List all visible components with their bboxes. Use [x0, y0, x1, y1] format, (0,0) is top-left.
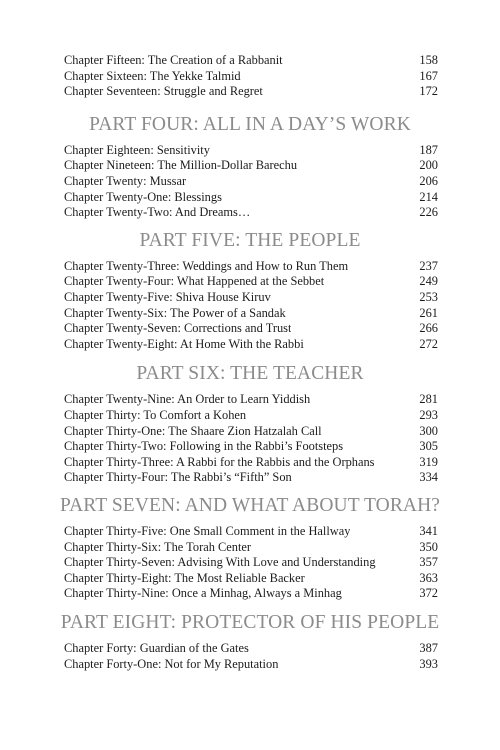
page-number: 158	[419, 53, 438, 67]
toc-entry	[64, 524, 438, 540]
toc-entry	[64, 274, 438, 290]
page-number: 200	[419, 158, 438, 173]
toc-entry	[64, 555, 438, 571]
chapter-title: Chapter Twenty-Four: What Happened at the Sebbet	[64, 274, 325, 289]
page-number: 253	[419, 290, 438, 304]
toc-entry	[64, 586, 438, 602]
chapter-title: Chapter Thirty-Eight: The Most Reliable Backer	[64, 570, 305, 585]
chapter-title: Chapter Fifteen: The Creation of a Rabbanit	[64, 53, 283, 67]
page-number: 172	[419, 84, 438, 99]
toc-entry	[64, 470, 438, 486]
chapter-title: Chapter Thirty-One: The Shaare Zion Hatzalah Call	[64, 423, 322, 438]
toc-entry	[64, 205, 438, 221]
page-number: 363	[419, 570, 438, 585]
toc-entry	[64, 321, 438, 337]
chapter-title: Chapter Forty-One: Not for My Reputation	[64, 656, 279, 671]
chapter-title: Chapter Thirty: To Comfort a Kohen	[64, 408, 247, 422]
page-number: 341	[419, 524, 438, 538]
chapter-title: Chapter Thirty-Three: A Rabbi for the Rabbis and the Orphans	[64, 454, 375, 469]
chapter-title: Chapter Twenty-Seven: Corrections and Trust	[64, 321, 292, 336]
toc-entry	[64, 337, 438, 353]
chapter-title: Chapter Thirty-Two: Following in the Rabbi’s Footsteps	[64, 439, 344, 454]
page-number: 214	[419, 189, 438, 204]
chapter-title: Chapter Thirty-Five: One Small Comment in the Hallway	[64, 524, 351, 538]
chapter-title: Chapter Seventeen: Struggle and Regret	[64, 84, 263, 99]
toc-entry	[64, 259, 438, 275]
toc-entry	[64, 84, 438, 100]
toc-entry	[64, 424, 438, 440]
page-number: 300	[419, 423, 438, 438]
page-number: 206	[419, 174, 438, 188]
toc-entry	[64, 455, 438, 471]
page-number: 272	[419, 336, 438, 351]
part-heading: PART EIGHT: PROTECTOR OF HIS PEOPLE	[60, 612, 440, 633]
toc-entry	[64, 143, 438, 159]
toc-entry	[64, 158, 438, 174]
page-number: 266	[419, 321, 438, 336]
part-heading: PART FIVE: THE PEOPLE	[139, 229, 361, 251]
page-number: 167	[419, 68, 438, 83]
page-number: 305	[419, 439, 438, 454]
page-number: 187	[419, 142, 438, 157]
toc-entry	[64, 290, 438, 306]
page-number: 261	[419, 305, 438, 320]
page-number: 387	[419, 641, 438, 655]
toc-entry	[64, 439, 438, 455]
page-number: 249	[419, 274, 438, 289]
toc-entry	[64, 571, 438, 587]
toc-entry	[64, 306, 438, 322]
chapter-title: Chapter Thirty-Six: The Torah Center	[64, 539, 252, 554]
toc-entry	[64, 641, 438, 657]
chapter-title: Chapter Forty: Guardian of the Gates	[64, 641, 249, 655]
chapter-title: Chapter Twenty-Two: And Dreams…	[64, 205, 251, 220]
chapter-title: Chapter Twenty-Eight: At Home With the Rabbi	[64, 336, 304, 351]
chapter-title: Chapter Twenty-One: Blessings	[64, 189, 222, 204]
page-number: 281	[419, 392, 438, 407]
toc-entry	[64, 540, 438, 556]
page-number: 372	[419, 586, 438, 601]
page-number: 319	[419, 454, 438, 469]
toc-entry	[64, 69, 438, 85]
toc-entry	[64, 53, 438, 69]
toc-entry	[64, 657, 438, 673]
page-number: 226	[419, 205, 438, 220]
toc-entry	[64, 392, 438, 408]
chapter-title: Chapter Twenty-Six: The Power of a Sandak	[64, 305, 286, 320]
part-heading: PART SIX: THE TEACHER	[136, 363, 364, 385]
chapter-title: Chapter Twenty-Three: Weddings and How to Run Them	[64, 258, 349, 273]
chapter-title: Chapter Twenty-Nine: An Order to Learn Yiddish	[64, 392, 311, 407]
toc-entry	[64, 174, 438, 190]
chapter-title: Chapter Thirty-Four: The Rabbi’s “Fifth” Son	[64, 470, 292, 485]
part-heading: PART FOUR: ALL IN A DAY’S WORK	[89, 113, 411, 135]
chapter-title: Chapter Thirty-Seven: Advising With Love and Understanding	[64, 555, 376, 570]
toc-entry	[64, 190, 438, 206]
chapter-title: Chapter Twenty-Five: Shiva House Kiruv	[64, 290, 271, 304]
chapter-title: Chapter Eighteen: Sensitivity	[64, 142, 210, 157]
part-heading: PART SEVEN: AND WHAT ABOUT TORAH?	[59, 495, 441, 516]
chapter-title: Chapter Nineteen: The Million-Dollar Barechu	[64, 158, 298, 173]
page-number: 237	[419, 258, 438, 273]
chapter-title: Chapter Twenty: Mussar	[64, 174, 187, 188]
chapter-title: Chapter Thirty-Nine: Once a Minhag, Always a Minhag	[64, 586, 342, 601]
page-number: 357	[419, 555, 438, 570]
toc-entry	[64, 408, 438, 424]
page-number: 334	[419, 470, 438, 485]
page-number: 350	[419, 539, 438, 554]
chapter-title: Chapter Sixteen: The Yekke Talmid	[64, 68, 241, 83]
page-number: 393	[419, 656, 438, 671]
page-number: 293	[419, 408, 438, 422]
